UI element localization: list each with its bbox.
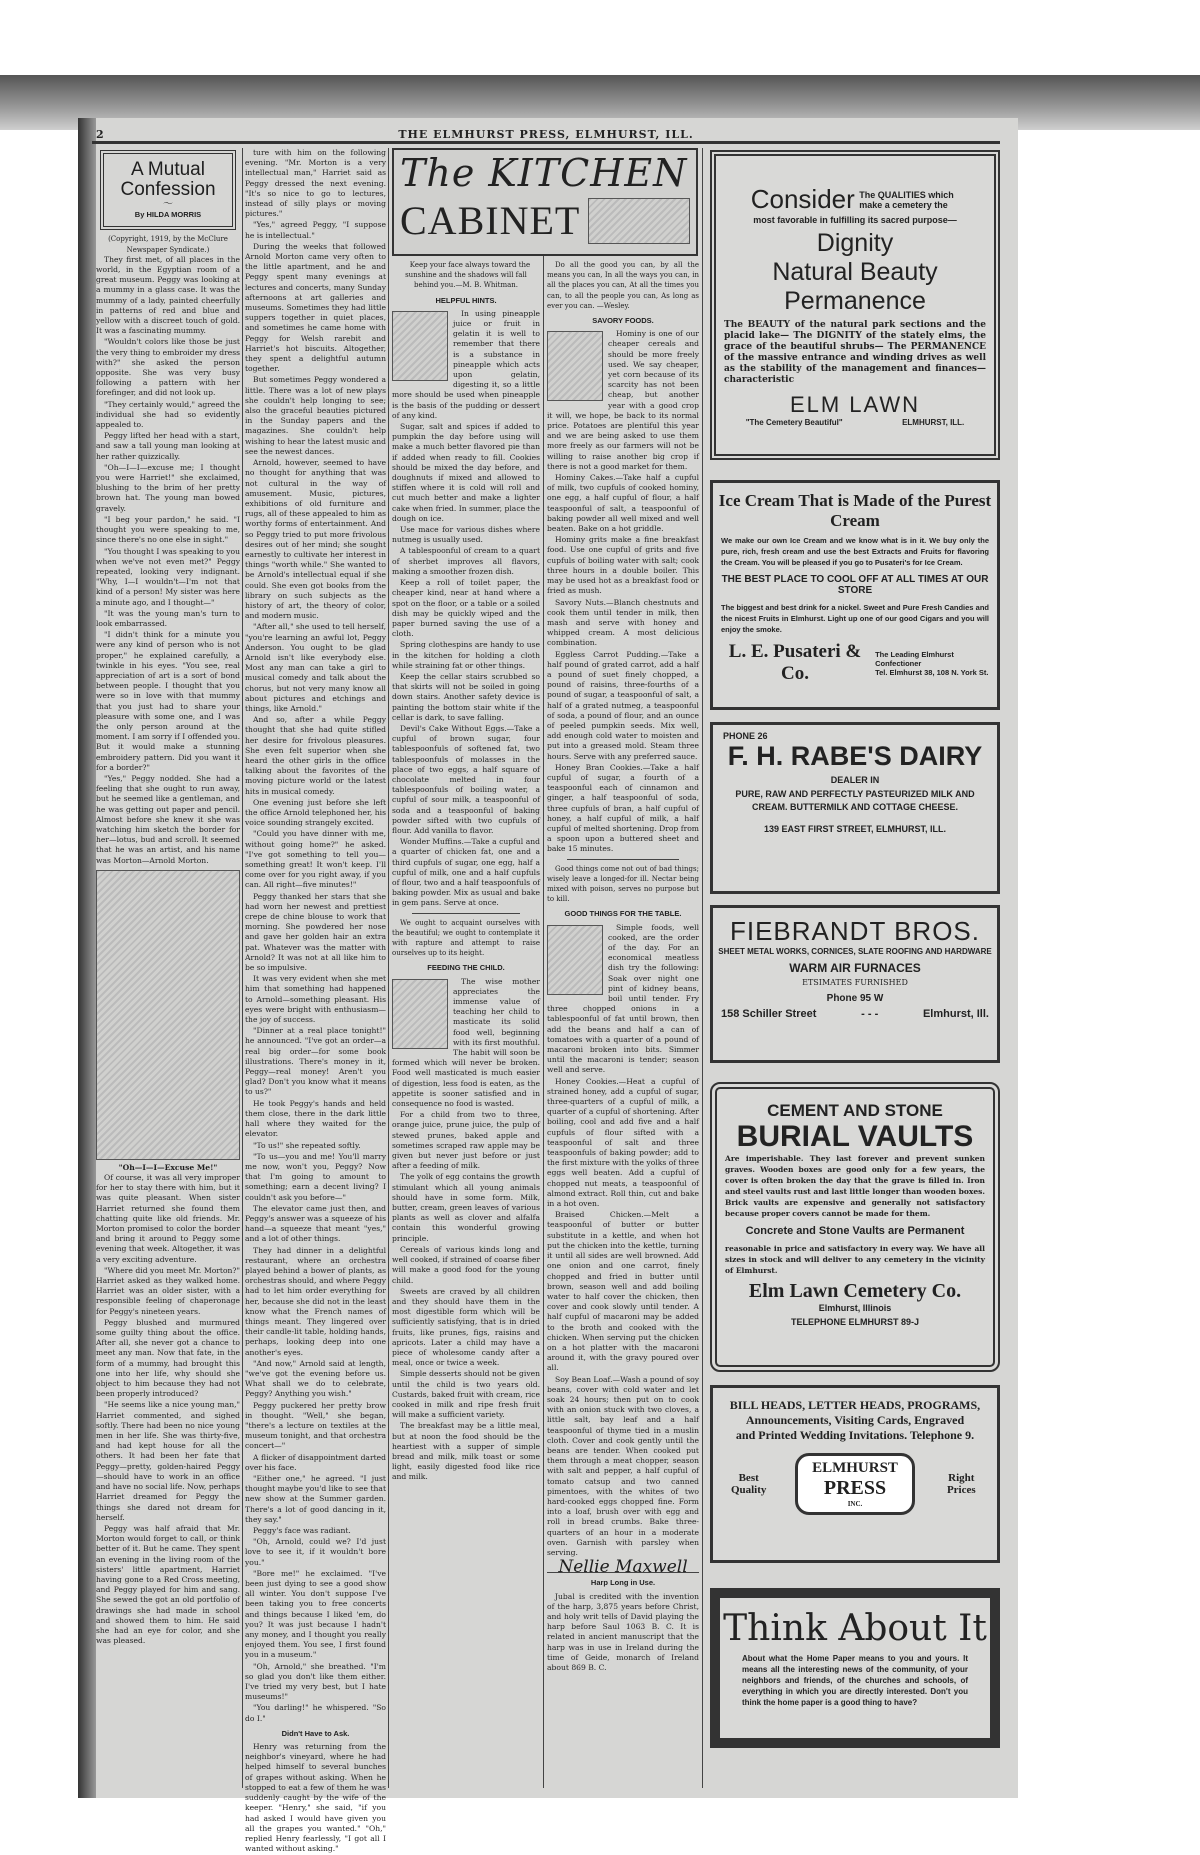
paragraph: "They certainly would," agreed the individual she had so evidently appealed to. <box>96 399 240 430</box>
paragraph: Sweets are craved by all children and they should have them in the most digestible form which will be sufficiently satisfying, that is in dried fruits, like prunes, figs, raisins and apricots. Later a child may have a piece of wholesome candy after a meal, once or twice a week. <box>392 1286 540 1368</box>
paragraph: "Wouldn't colors like those be just the very thing to embroider my dress with?" she asked the person opposite. She was very busy following a pattern with her forefinger, and did not look up. <box>96 337 240 398</box>
kitchen-column-1 <box>392 260 540 1788</box>
paragraph: Cereals of various kinds long and well cooked, if strained of coarse fiber will make a good food for the young child. <box>392 1244 540 1285</box>
divider <box>412 913 520 914</box>
paragraph: Good things come not out of bad things; wisely leave a longed-for ill. Nectar being mixed with poison, serves no purpose but to kill. <box>547 864 699 904</box>
paragraph: Peggy thanked her stars that she had worn her newest and prettiest crepe de chine blouse to work that morning. She powdered her nose and gave her golden hair an extra pat. Whatever was the matter with Arnold? It was not at all like him to be so impulsive. <box>245 891 386 973</box>
ad-elmhurst-press-printing: BILL HEADS, LETTER HEADS, PROGRAMS, Announcements, Visiting Cards, Engraved and Printed Wedding Invitations. Telephone 9. Best Quality ELMHURST PRESS INC. Right Prices <box>710 1385 1000 1563</box>
paragraph: The breakfast may be a little meal, but at noon the food should be the heartiest with a supper of simple bread and milk, milk toast or some light, easily digested food like rice and milk. <box>392 1421 540 1482</box>
paragraph: He took Peggy's hands and held them close, there in the dark little hall where they waited for the elevator. <box>245 1098 386 1139</box>
paragraph: During the weeks that followed Arnold Morton came very often to the little apartment, and he and Peggy spent many evenings at lectures and concerts, many Sunday afternoons at art galleries and museums. Sometimes they had little suppers together in quiet places, and sometimes he came home with Peggy for Welsh rarebit and Harriet's hot biscuits. Altogether, they spent a delightful autumn together. <box>245 241 386 374</box>
elmhurst-press-logo: ELMHURST PRESS INC. <box>795 1453 915 1515</box>
paragraph: Hominy is one of our cheaper cereals and should be more freely used. We say cheaper, yet corn because of its scarcity has not been cheap, but another year with a good crop it will, we hope, be back to its normal price. Potatoes are plentiful this year and we are being asked to use them more freely as our farmers will not be willing to raise another big crop if there is not a good market for them. <box>547 329 699 471</box>
paragraph: For a child from two to three, orange juice, prune juice, the pulp of stewed prunes, baked apple and sometimes scraped raw apple may be given but never just before or just after a feeding of milk. <box>392 1110 540 1171</box>
paragraph: Arnold, however, seemed to have no thought for anything that was not cultural in the way of amusement. Music, pictures, exhibitions of old furniture and rugs, all of these appealed to him as worthy forms of entertainment. And so Peggy tried to put more frivolous desires out of her mind; she sought earnestly to cultivate her interest in things "worth while." She wanted to be Arnold's intellectual equal if she could. She even got books from the library on such subjects as the history of art, the theory of color, and modern music. <box>245 458 386 621</box>
page-number: 2 <box>96 128 105 141</box>
paragraph: "I beg your pardon," he said. "I thought you were speaking to me, since there's no one else in sight." <box>96 514 240 545</box>
section-heading: FEEDING THE CHILD. <box>427 963 505 973</box>
paragraph: But sometimes Peggy wondered a little. There was a lot of new plays she couldn't help longing to see; also the graceful beauties pictured in the Sunday papers and the magazines. She couldn't help wishing to hear the latest music and see the newest dances. <box>245 375 386 456</box>
paragraph: ture with him on the following evening. "Mr. Morton is a very intellectual man," Harriet said as Peggy dressed the next evening. "It's so nice to go to lectures, instead of silly plays or moving pictures." <box>245 148 386 219</box>
paragraph: "Could you have dinner with me, without going home?" he asked. "I've got something to tell you—something great! It won't keep. I'll come over for you right away, if you can. All right—five minutes!" <box>245 829 386 890</box>
paragraph: Wonder Muffins.—Take a cupful and a quarter of chicken fat, one and a third cupfuls of sugar, one egg, half a cupful of milk, one and a half cupfuls of flour, two and a half teaspoonfuls of baking powder. Mix as usual and bake in gem pans. Serve at once. <box>392 837 540 908</box>
paragraph: They had dinner in a delightful restaurant, where an orchestra played behind a bower of plants, as orchestras should, and where Peggy had to let him order everything for her, because she did not in the least know what the French names of things meant. They lingered over their candle-lit table, holding hands, perhaps, looking deep into one another's eyes. <box>245 1245 386 1357</box>
paragraph: Devil's Cake Without Eggs.—Take a cupful of brown sugar, four tablespoonfuls of softened fat, two tablespoonfuls of molasses in the place of two eggs, a half square of chocolate melted in four tablespoonfuls of boiling water, a cupful of sour milk, a teaspoonful of soda and a teaspoonful of baking powder sifted with two cupfuls of flour. Add vanilla to flavor. <box>392 723 540 835</box>
paragraph: "You darling!" he whispered. "So do I." <box>245 1703 386 1723</box>
ornament-icon: 〜 <box>163 199 173 210</box>
paragraph: "To us—you and me! You'll marry me now, won't you, Peggy? Now that I'm going to amount to something; earn a decent living? I couldn't ask you before—" <box>245 1151 386 1202</box>
paragraph: Eggless Carrot Pudding.—Take a half pound of grated carrot, add a half a pound of suet finely chopped, a pound of raisins, three-fourths of a pound of sugar, a teaspoonful of salt, a half of a grated nutmeg, a teaspoonful of soda, a pound of flour, and an ounce of peeled pumpkin seeds. Mix well, add enough cold water to moisten and put into a greased mold. Steam three hours. Serve with any preferred sauce. <box>547 649 699 761</box>
harp-heading: Harp Long in Use. <box>590 1578 656 1588</box>
paragraph: Simple desserts should not be given until the child is two years old. Custards, baked fruit with cream, rice cooked in milk and ripe fresh fruit will make a sufficient variety. <box>392 1369 540 1420</box>
paragraph: "Oh, Arnold," she breathed. "I'm so glad you don't like them either. I've tried my very best, but I hate museums!" <box>245 1661 386 1702</box>
paper-title: THE ELMHURST PRESS, ELMHURST, ILL. <box>398 128 694 141</box>
elm-lawn-name: ELM LAWN <box>789 392 921 417</box>
ad-pusateri-ice-cream: Ice Cream That is Made of the Purest Cream We make our own Ice Cream and we know what is in it. We buy only the pure, rich, fresh cream and use the best Extracts and Fruits for flavoring the Cream. You will be pleased if you go to Pusateri's for Ice Cream. THE BEST PLACE TO COOL OFF AT ALL TIMES AT OUR STORE The biggest and best drink for a nickel. Sweet and Pure Fresh Candies and the nicest Fruits in Elmhurst. Light up one of our good Cigars and you will enjoy the smoke. L. E. Pusateri & Co. The Leading Elmhurst Confectioner Tel. Elmhurst 38, 108 N. York St. <box>710 480 1000 710</box>
paragraph: Keep a roll of toilet paper, the cheaper kind, near at hand where a spot on the floor, or a table or a soiled dish may be quickly wiped and the paper burned saving the use of a cloth. <box>392 578 540 639</box>
paragraph: Peggy puckered her pretty brow in thought. "Well," she began, "there's a lecture on textiles at the museum tonight, and that orchestra concert—" <box>245 1400 386 1451</box>
paragraph: The wise mother appreciates the immense value of teaching her child to masticate its solid food well, beginning with its first mouthful. The habit will soon be formed which will never be broken. Food well masticated is much easier of digestion, less food is eaten, as the appetite is sooner satisfied and in consequence no food is wasted. <box>392 976 540 1109</box>
paragraph: "Where did you meet Mr. Morton?" Harriet asked as they walked home. Harriet was an older sister, with a responsible feeling of chaperonage for Peggy's nineteen years. <box>96 1265 240 1316</box>
paragraph: "Oh, Arnold, could we? I'd just love to see it, if it wouldn't bore you." <box>245 1537 386 1567</box>
paragraph: "And now," Arnold said at length, "we've got the evening before us. What shall we do to celebrate, Peggy? Anything you wish." <box>245 1358 386 1399</box>
paragraph: Honey Cookies.—Heat a cupful of strained honey, add a cupful of sugar, three-quarters of a cupful of milk, a quarter of a cupful of shortening. After boiling, cool and add five and a half cupfuls of flour sifted with a teaspoonful of salt and three teaspoonfuls of baking powder; add to the first mixture with the yolks of three eggs well beaten. Add a cupful of chopped nut meats, a teaspoonful of almond extract. Roll thin, cut and bake in a hot oven. <box>547 1076 699 1209</box>
paragraph: Of course, it was all very improper for her to stay there with him, but it was quite pleasant. When sister Harriet returned she found them chatting quite like old friends. Mr. Morton promised to color the border and bring it around to Peggy some evening that week. Altogether, it was a very exciting adventure. <box>96 1173 240 1264</box>
paragraph: Sugar, salt and spices if added to pumpkin the day before using will make a much better flavored pie than if added when ready to fill. Cookies should be mixed the day before, and doughnuts if mixed and allowed to stiffen where it is cold will roll and cut much better and make a lighter cake when fried. In summer, place the dough on ice. <box>392 422 540 523</box>
story-title-box: A Mutual Confession 〜 By HILDA MORRIS <box>100 150 236 230</box>
paragraph: The yolk of egg contains the growth stimulant which all young animals should have in some form. Milk, butter, cream, green leaves of various plants as well as clover and alfalfa contain this wonderful growing principle. <box>392 1172 540 1243</box>
paragraph: Honey Bran Cookies.—Take a half cupful of sugar, a fourth of a teaspoonful each of cinnamon and ginger, a half teaspoonful of soda, three cupfuls of bran, a half cupful of honey, a half cupful of milk, a half cupful of melted shortening. Drop from a spoon upon a buttered sheet and bake 15 minutes. <box>547 762 699 854</box>
paragraph: "You thought I was speaking to you when we've not even met?" Peggy repeated, looking very indignant. "Why, I—I wouldn't—I'm not that kind of a person! My sister was here a minute ago, and I thought—" <box>96 546 240 607</box>
paragraph: We ought to acquaint ourselves with the beautiful; we ought to contemplate it with rapture and attempt to raise ourselves up to its height. <box>392 918 540 958</box>
paragraph: Peggy lifted her head with a start, and saw a tall young man looking at her rather quizzically. <box>96 431 240 461</box>
kitchen-cabinet-header: The KITCHEN CABINET <box>392 148 698 256</box>
ad-think-about-it: Think About It About what the Home Paper means to you and yours. It means all the interesting news of the community, of your neighbors and friends, of the churches and schools, of everything in which you are directly interested. Don't you think the home paper is a good thing to have? <box>710 1588 1000 1748</box>
section-heading: SAVORY FOODS. <box>592 316 654 326</box>
paragraph: Spring clothespins are handy to use in the kitchen for holding a cloth while straining fat or other things. <box>392 640 540 670</box>
paragraph: A tablespoonful of cream to a quart of sherbet improves all flavors, making a smoother frozen dish. <box>392 546 540 576</box>
paragraph: Peggy was half afraid that Mr. Morton would forget to call, or think better of it. But he came. They spent an evening in the living room of the sisters' little apartment, Harriet having gone to a Red Cross meeting, and Peggy played for him and sang. She sewed the got an old portfolio of drawings she had made in school and showed them to him. He said she had an eye for color, and she was pleased. <box>96 1523 240 1646</box>
divider <box>567 859 679 860</box>
signature: Nellie Maxwell <box>547 1562 699 1573</box>
paragraph: "I didn't think for a minute you were any kind of person who is not proper," he explained carefully, a twinkle in his eyes. "You see, real appreciation of art is a sort of bond between people. I thought that you were so in love with that mummy that you just had to share your pleasure with some one, and I was the only person around at the moment. I am sorry if I offended you. But it would make a stunning embroidery pattern. Did you want it for a border?" <box>96 630 240 772</box>
recipe-illustration <box>392 979 448 1049</box>
paragraph: In using pineapple juice or fruit in gelatin it is well to remember that there is a substance in pineapple which acts upon gelatin, digesting it, so a little more should be used when pineapple is the basis of the pudding or dessert of any kind. <box>392 308 540 420</box>
copyright-note: (Copyright, 1919, by the McClure Newspaper Syndicate.) <box>108 235 228 254</box>
byline: By HILDA MORRIS <box>134 210 202 220</box>
paragraph: Use mace for various dishes where nutmeg is usually used. <box>392 525 540 545</box>
paragraph: "Dinner at a real place tonight!" he announced. "I've got an order—a real big order—for some book illustrations. There's money in it, Peggy—real money! Aren't you glad? Don't you know what it means to us?" <box>245 1026 386 1097</box>
paragraph: Hominy Cakes.—Take half a cupful of milk, two cupfuls of cooked hominy, one egg, a half cupful of flour, a half teaspoonful of salt, a teaspoonful of baking powder all well mixed and well beaten. Bake on a hot griddle. <box>547 473 699 534</box>
paragraph: "Either one," he agreed. "I just thought maybe you'd like to see that new show at the Summer garden. There's a lot of good dancing in it, they say." <box>245 1474 386 1524</box>
masthead <box>92 126 1000 144</box>
paragraph: Hominy grits make a fine breakfast food. Use one cupful of grits and five cupfuls of boiling water with salt; cook three hours in a double boiler. This may be used hot as a breakfast food or fried as mush. <box>547 535 699 596</box>
paragraph: The elevator came just then, and Peggy's answer was a squeeze of his hand—a squeeze that meant "yes," and a lot of other things. <box>245 1203 386 1244</box>
paragraph: "He seems like a nice young man," Harriet commented, and sighed softly. There had been no nice young men in her life. She was thirty-five, and had kept house for all the others. It had been her fate that Peggy—pretty, golden-haired Peggy—should have to work in an office and have no social life. Now, perhaps Harriet dreamed for Peggy the things she dared not dream for herself. <box>96 1400 240 1522</box>
paragraph: "Oh—I—I—excuse me; I thought you were Harriet!" she exclaimed, blushing to the brim of her pretty brown hat. The young man bowed gravely. <box>96 462 240 513</box>
kettle-illustration <box>588 198 690 244</box>
paragraph: Peggy blushed and murmured some guilty thing about the office. After all, she never got a chance to meet any man. Now that fate, in the form of a mummy, had brought this one into her life, why should she object to him because they had not been properly introduced? <box>96 1317 240 1399</box>
paragraph: Braised Chicken.—Melt a teaspoonful of butter or butter substitute in a kettle, and when hot put the chicken into the kettle, turning it until all sides are well browned. Add one onion and one carrot, finely chopped and fried in butter until brown, season well and add boiling water to half cover the chicken, then cover and cook slowly until tender. A half cupful of macaroni may be added to the broth and cooked with the chicken. When serving put the chicken on a hot platter with the macaroni around it, with the gravy poured over all. <box>547 1210 699 1373</box>
paragraph: Peggy's face was radiant. <box>253 1526 351 1536</box>
paragraph: Simple foods, well cooked, are the order of the day. For an economical meatless dish try the following: Soak over night one pint of kidney beans, boil until tender. Fry three chopped onions in a tablespoonful of fat until brown, then add the beans and half a can of tomatoes with a quarter of a pound of macaroni broken into bits. Simmer until the macaroni is tender; season well and serve. <box>547 922 699 1075</box>
verse: Keep your face always toward the sunshine and the shadows will fall behind you.—M. B. Whitman. <box>405 261 531 290</box>
paragraph: "Bore me!" he exclaimed. "I've been just dying to see a good show all winter. You don't suppose I've been taking you to free concerts and things because I liked 'em, do you? It was just because I hadn't any money, and I thought you really enjoyed them. You see, I first found you in a museum." <box>245 1568 386 1660</box>
story-column-2 <box>245 148 386 1854</box>
ad-rabes-dairy: PHONE 26 F. H. RABE'S DAIRY DEALER IN PURE, RAW AND PERFECTLY PASTEURIZED MILK AND CREAM. BUTTERMILK AND COTTAGE CHEESE. 139 EAST FIRST STREET, ELMHURST, ILL. <box>710 722 1000 894</box>
paragraph: And so, after a while Peggy thought that she had quite stifled her desire for frivolous pleasures. She even felt superior when she heard the other girls in the office talking about the favorites of the moving picture world or the latest hits in musical comedy. <box>245 715 386 796</box>
recipe-illustration <box>547 331 603 401</box>
recipe-illustration <box>392 311 448 381</box>
section-heading: HELPFUL HINTS. <box>435 295 497 305</box>
story-illustration <box>96 870 240 1160</box>
verse-wesley: Do all the good you can, by all the means you can, In all the ways you can, in all the places you can, At all the times you can, to all the people you can, As long as ever you can. —Wesley. <box>547 261 699 310</box>
paragraph: "Yes," agreed Peggy, "I suppose he is intellectual." <box>245 220 386 240</box>
paragraph: "It was the young man's turn to look embarrassed. <box>96 608 240 628</box>
paragraph: One evening just before she left the office Arnold telephoned her, his voice sounding strangely excited. <box>245 797 386 828</box>
section-heading: GOOD THINGS FOR THE TABLE. <box>564 909 682 919</box>
ad-fiebrandt-bros: FIEBRANDT BROS. SHEET METAL WORKS, CORNICES, SLATE ROOFING AND HARDWARE WARM AIR FURNACES ETSIMATES FURNISHED Phone 95 W 158 Schiller Street - - - Elmhurst, Ill. <box>710 905 1000 1063</box>
page-binding-shadow <box>78 118 96 1798</box>
filler-heading: Didn't Have to Ask. <box>281 1728 350 1738</box>
recipe-illustration <box>547 925 603 995</box>
illustration-caption: "Oh—I—I—Excuse Me!" <box>118 1162 218 1172</box>
paragraph: "After all," she used to tell herself, "you're learning an awful lot, Peggy Anderson. You ought to be glad Arnold isn't like everybody else. Most any man can take a girl to musical comedy and talk about the chorus, but not very many know all about pictures and etchings and things, like Arnold." <box>245 622 386 713</box>
paragraph: Savory Nuts.—Blanch chestnuts and cook them until tender in milk, then mash and serve with honey and whipped cream. A most delicious combination. <box>547 597 699 648</box>
paragraph: Keep the cellar stairs scrubbed so that skirts will not be soiled in going down stairs. Another safety device is painting the bottom stair white if the cellar is dark, to save falling. <box>392 671 540 722</box>
paragraph: "To us!" she repeated softly. <box>253 1140 361 1150</box>
ad-elm-lawn: Consider The QUALITIES which make a cemetery the most favorable in fulfilling its sacred purpose— Dignity Natural Beauty Permanence The BEAUTY of the natural park sections and the placid lake— The DIGNITY of the stately elms, the grace of the beautiful shrubs— The PERMANENCE of the massive entrance and winding drives as well as the stability of the management and finances—characteristic ELM LAWN "The Cemetery Beautiful" ELMHURST, ILL. <box>710 150 1000 460</box>
kitchen-column-2: Do all the good you can, by all the means you can, In all the ways you can, in all the places you can, At all the times you can, to all the people you can, As long as ever you can. —Wesley. SAVORY FOODS. Hominy is one of our cheaper cereals and should be more freely used. We say cheaper, yet corn because of its scarcity has not been cheap, but another year with a good crop it will, we hope, be back to its normal price. Potatoes are plentiful this year and we are being asked to use them more freely as our farmers will not be willing to raise another big crop if there is not a good market for them. Hominy Cakes.—Take half a cupful of milk, two cupfuls of cooked hominy, one egg, a half cupful of flour, a half teaspoonful of salt, a teaspoonful of baking powder all well mixed and well beaten. Bake on a hot griddle. Hominy grits make a fine breakfast food. Use one cupful of grits and five cupfuls of boiling water with salt; cook three hours in a double boiler. This may be used hot as a breakfast food or fried as mush. Savory Nuts.—Blanch chestnuts and cook them until tender in milk, then mash and serve with honey and whipped cream. A most delicious combination. Eggless Carrot Pudding.—Take a half pound of grated carrot, add a half a pound of suet finely chopped, a pound of raisins, three-fourths of a pound of sugar, a teaspoonful of salt, a half of a grated nutmeg, a teaspoonful of soda, a pound of flour, and an ounce of peeled pumpkin seeds. Mix well, add enough cold water to moisten and put into a greased mold. Steam three hours. Serve with any preferred sauce. Honey Bran Cookies.—Take a half cupful of sugar, a fourth of a teaspoonful each of cinnamon and ginger, a half teaspoonful of soda, three cupfuls of bran, a half cupful of honey, a half cupful of milk, a half cupful of melted shortening. Drop from a spoon upon a buttered sheet and bake 15 minutes. Good things come not out of bad things; wisely leave a longed-for ill. Nectar being mixed with poison, serves no purpose but to kill. GOOD THINGS FOR THE TABLE. Simple foods, well cooked, are the order of the day. For an economical meatless dish try the following: Soak over night one pint of kidney beans, boil until tender. Fry three chopped onions in a tablespoonful of fat until brown, then add the beans and half a can of tomatoes with a quarter of a pound of macaroni broken into bits. Simmer until the macaroni is tender; season well and serve. Honey Cookies.—Heat a cupful of strained honey, add a cupful of sugar, three-quarters of a cupful of milk, a quarter of a cupful of shortening. After boiling, cool and add five and a half cupfuls of flour sifted with a teaspoonful of salt and three teaspoonfuls of baking powder; add to the first mixture with the yolks of three eggs well beaten. Add a cupful of chopped nut meats, a teaspoonful of almond extract. Roll thin, cut and bake in a hot oven. Braised Chicken.—Melt a teaspoonful of butter or butter substitute in a kettle, and when hot put the chicken into the kettle, turning it until all sides are well browned. Add one onion and one carrot, finely chopped and fried in butter until brown, season well and add boiling water to half cover the chicken, then cover and cook slowly until tender. A half cupful of macaroni may be added to the broth and cooked with the chicken. When serving put the chicken on a hot platter with the macaroni around it, with the gravy poured over all. Soy Bean Loaf.—Wash a pound of soy beans, cover with cold water and let soak 24 hours; then put on to cook with an onion stuck with two cloves, a little salt, bay leaf and a half teaspoonful of thyme tied in a muslin cloth. Cover and cook gently until the beans are tender. When cooked put them through a meat chopper, season with salt and pepper, a half cupful of tomato catsup and two canned pimentoes, with the whites of two hard-cooked eggs chopped fine. Form into a loaf, brush over with egg and roll in bread crumbs. Bake three-quarters of an hour in a moderate oven. Garnish with parsley when serving. Nellie Maxwell Harp Long in Use. Jubal is credited with the invention of the harp, 3,875 years before Christ, and holy writ tells of David playing the harp before Saul 1063 B. C. It is related in ancient manuscript that the harp was in use in Ireland during the time of Geide, monarch of Ireland about 869 B. C. <box>547 261 699 1673</box>
story-title: A Mutual <box>131 159 205 180</box>
paragraph: It was very evident when she met him that something had happened to Arnold—something pleasant. His eyes were bright with enthusiasm—the joy of success. <box>245 974 386 1025</box>
story-column-1 <box>96 148 240 1788</box>
paragraph: A flicker of disappointment darted over his face. <box>245 1452 386 1472</box>
paragraph: "Yes," Peggy nodded. She had a feeling that she ought to run away, but he seemed like a gentleman, and he was getting out paper and pencil. Almost before she knew it she was watching him sketch the border for her—lotus, bud and scroll. It seemed that he was an artist, and his name was Morton—Arnold Morton. <box>96 773 240 865</box>
paragraph: They first met, of all places in the world, in the Egyptian room of a great museum. Peggy was looking at a mummy in a glass case. It was the mummy of a lady, painted cheerfully in patterns of red and blue and yellow with a discreet touch of gold. It was a fascinating mummy. <box>96 254 240 336</box>
filler-text: Henry was returning from the neighbor's vineyard, where he had helped himself to several bunches of grapes without asking. When he stopped to eat a few of them he was suddenly caught by the wife of the keeper. "Henry," she said, "if you had asked I would have given you all the grapes you wanted." "Oh," replied Henry fearlessly, "I got all I wanted without asking." <box>245 1742 386 1854</box>
ad-burial-vaults: CEMENT AND STONE BURIAL VAULTS Are imperishable. They last forever and prevent sunken graves. Wooden boxes are good only for a few years, the cover is often broken the day that the grave is filled in. Iron and steel vaults rust and last little longer than wooden boxes. Brick vaults are expensive and generally not satisfactory because proper covers cannot be made for them. Concrete and Stone Vaults are Permanent reasonable in price and satisfactory in every way. We have all sizes in stock and will deliver to any cemetery in the vicinity of Elmhurst. Elm Lawn Cemetery Co. Elmhurst, Illinois TELEPHONE ELMHURST 89-J <box>710 1082 1000 1372</box>
paragraph: Soy Bean Loaf.—Wash a pound of soy beans, cover with cold water and let soak 24 hours; then put on to cook with an onion stuck with two cloves, a little salt, bay leaf and a half teaspoonful of thyme tied in a muslin cloth. Cover and cook gently until the beans are tender. When cooked put them through a meat chopper, season with salt and pepper, a half cupful of tomato catsup and two canned pimentoes, with the whites of two hard-cooked eggs chopped fine. Form into a loaf, brush over with egg and roll in bread crumbs. Bake three-quarters of an hour in a moderate oven. Garnish with parsley when serving. <box>547 1374 699 1557</box>
